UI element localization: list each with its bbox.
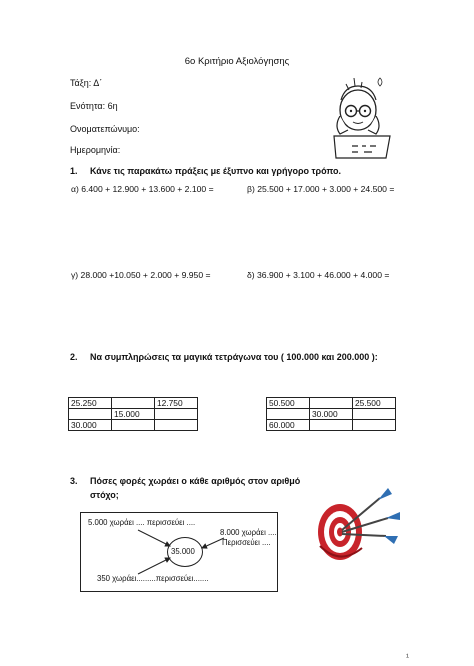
exercise-d: δ) 36.900 + 3.100 + 46.000 + 4.000 = xyxy=(247,270,390,280)
exercise-b: β) 25.500 + 17.000 + 3.000 + 24.500 = xyxy=(247,184,395,194)
date-field: Ημερομηνία: xyxy=(70,145,121,155)
exercise-c: γ) 28.000 +10.050 + 2.000 + 9.950 = xyxy=(71,270,211,280)
question-3-text-line-2: στόχο; xyxy=(90,490,119,500)
magic-square-2-cell: 50.500 xyxy=(267,398,310,409)
question-2-number: 2. xyxy=(70,352,78,362)
divisor-label-8000-line-2: Περισσεύει .... xyxy=(222,538,271,547)
question-1-text: Κάνε τις παρακάτω πράξεις με έξυπνο και γρήγορο τρόπο. xyxy=(90,166,341,176)
magic-square-1-cell: 12.750 xyxy=(155,398,198,409)
magic-square-1-cell: 25.250 xyxy=(69,398,112,409)
divisor-label-5000: 5.000 χωράει .... περισσεύει .... xyxy=(88,518,196,527)
magic-square-1-cell: 30.000 xyxy=(69,420,112,431)
magic-square-2-cell: 60.000 xyxy=(267,420,310,431)
divisor-label-8000-line-1: 8.000 χωράει .... xyxy=(220,528,277,537)
page-title: 6ο Κριτήριο Αξιολόγησης xyxy=(184,56,290,67)
divisor-label-350: 350 χωράει.........περισσεύει....... xyxy=(97,574,209,583)
magic-square-2-cell: 25.500 xyxy=(353,398,396,409)
magic-square-1-cell: 15.000 xyxy=(112,409,155,420)
magic-square-2-cell: 30.000 xyxy=(310,409,353,420)
class-field: Τάξη: Δ΄ xyxy=(70,78,103,88)
question-2-text: Να συμπληρώσεις τα μαγικά τετράγωνα του ( 100.000 και 200.000 ): xyxy=(90,352,378,362)
unit-field: Ενότητα: 6η xyxy=(70,101,118,111)
target-number: 35.000 xyxy=(171,547,195,556)
exercise-a: α) 6.400 + 12.900 + 13.600 + 2.100 = xyxy=(71,184,214,194)
page-mark: ¹ xyxy=(406,652,409,662)
question-3-number: 3. xyxy=(70,476,78,486)
name-field: Ονοματεπώνυμο: xyxy=(70,124,140,134)
question-1-number: 1. xyxy=(70,166,78,176)
question-3-text-line-1: Πόσες φορές χωράει ο κάθε αριθμός στον αριθμό xyxy=(90,476,301,486)
